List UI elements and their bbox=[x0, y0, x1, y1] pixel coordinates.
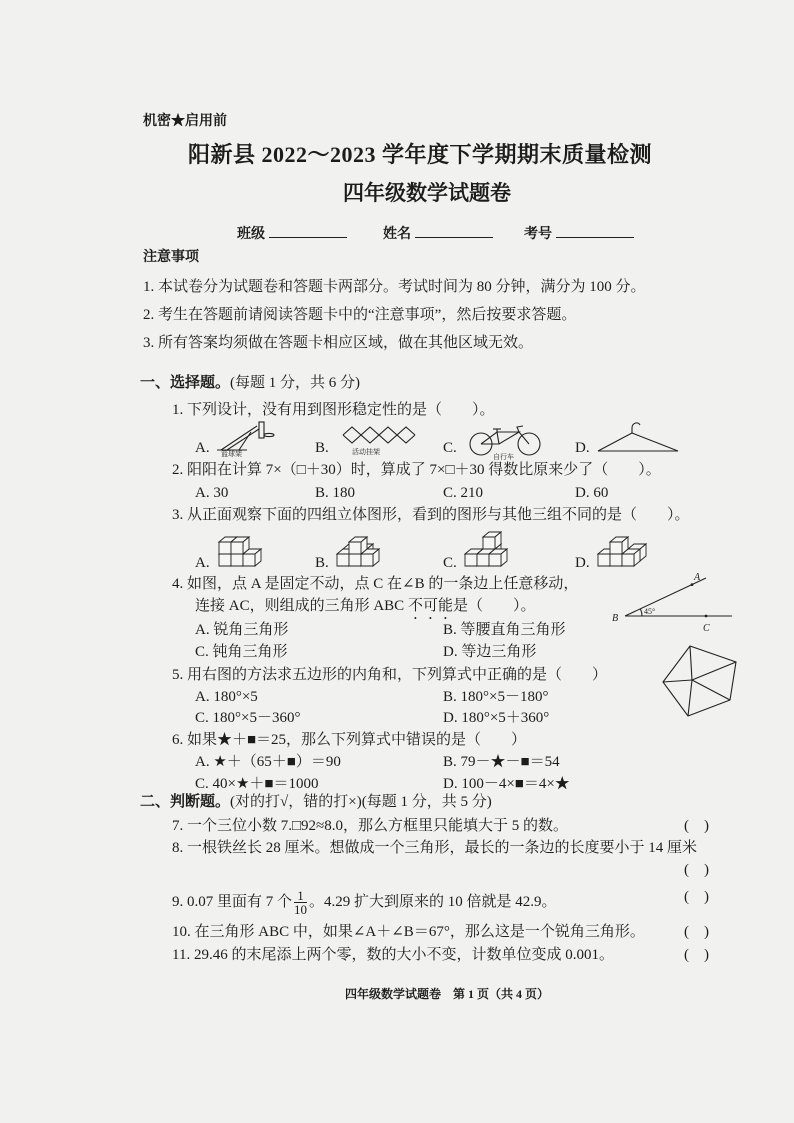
cube-front-face bbox=[231, 542, 243, 554]
q6-option-b: B. 79－★－■＝54 bbox=[443, 754, 560, 770]
option-letter: A. bbox=[195, 555, 210, 571]
question-5-stem: 5. 用右图的方法求五边形的内角和，下列算式中正确的是（ ） bbox=[172, 667, 608, 683]
fraction-numerator: 1 bbox=[294, 889, 307, 903]
q3-option-c bbox=[443, 526, 553, 571]
note-item: 3. 所有答案均须做在答题卡相应区域，做在其他区域无效。 bbox=[143, 335, 534, 351]
confidential-mark: 机密★启用前 bbox=[143, 114, 227, 129]
angle-label: 45° bbox=[644, 607, 656, 616]
cube-stack-icon bbox=[461, 528, 529, 570]
expandable-rack-icon bbox=[340, 422, 424, 458]
notes-heading: 注意事项 bbox=[143, 250, 199, 265]
q4-stem-emphasis: 不可能 bbox=[407, 598, 453, 614]
option-letter: D. bbox=[575, 440, 590, 456]
question-4-stem-line-1: 4. 如图，点 A 是固定不动，点 C 在∠B 的一条边上任意移动， bbox=[172, 576, 579, 592]
choice-heading-note: (每题 1 分，共 6 分) bbox=[230, 375, 361, 391]
option-letter: B. bbox=[315, 440, 329, 456]
q4-option-b: B. 等腰直角三角形 bbox=[443, 622, 566, 638]
judge-heading-label: 二、判断题。 bbox=[140, 794, 231, 810]
basketball-hoop-icon bbox=[213, 420, 283, 458]
question-8: 8. 一根铁丝长 28 厘米。想做成一个三角形，最长的一条边的长度要小于 14 厘米 bbox=[172, 840, 698, 856]
note-item: 1. 本试卷分为试题卷和答题卡两部分。考试时间为 80 分钟，满分为 100 分。 bbox=[143, 279, 646, 295]
question-4-stem-line-2 bbox=[195, 598, 535, 623]
hanger-body bbox=[598, 433, 678, 451]
q5-option-d: D. 180°×5＋360° bbox=[443, 710, 550, 726]
hoop-backboard bbox=[259, 422, 264, 438]
note-item: 2. 考生在答题前请阅读答题卡中的“注意事项”，然后按要求答题。 bbox=[143, 307, 577, 323]
name-blank bbox=[415, 224, 493, 238]
pentagon-diagonal bbox=[692, 680, 730, 700]
cube-stack-icon bbox=[215, 528, 283, 570]
q9-text: 9. 0.07 里面有 7 个 bbox=[172, 893, 293, 910]
judge-section-heading bbox=[140, 794, 492, 810]
cube-front-face bbox=[219, 542, 231, 554]
bicycle-handlebar bbox=[517, 426, 523, 432]
q9-text-end: 。4.29 扩大到原来的 10 倍就是 42.9。 bbox=[309, 893, 557, 910]
answer-paren: ( ) bbox=[684, 818, 709, 834]
answer-paren: ( ) bbox=[684, 862, 709, 878]
judge-heading-note: (对的打√，错的打×)(每题 1 分，共 5 分) bbox=[230, 794, 492, 810]
cube-front-face bbox=[610, 554, 622, 566]
name-field bbox=[383, 224, 493, 243]
option-caption: 活动挂架 bbox=[352, 448, 380, 456]
question-1-stem: 1. 下列设计，没有用到图形稳定性的是（ ）。 bbox=[172, 402, 495, 418]
cube bbox=[610, 537, 628, 554]
cube-front-face bbox=[483, 537, 495, 549]
choice-heading-label: 一、选择题。 bbox=[140, 375, 231, 391]
option-letter: C. bbox=[443, 555, 457, 571]
q1-option-d bbox=[575, 420, 685, 462]
exam-number-field bbox=[524, 224, 634, 243]
answer-paren: ( ) bbox=[684, 889, 709, 905]
q2-option-d: D. 60 bbox=[575, 485, 609, 501]
cube-stack-icon bbox=[333, 528, 401, 570]
q4-option-a: A. 锐角三角形 bbox=[195, 622, 289, 638]
question-7: 7. 一个三位小数 7.□92≈8.0，那么方框里只能填大于 5 的数。 bbox=[172, 818, 569, 834]
pentagon-diagonal bbox=[692, 662, 736, 680]
cube bbox=[349, 537, 367, 554]
cube-front-face bbox=[610, 542, 622, 554]
cube-front-face bbox=[477, 554, 489, 566]
q2-option-a: A. 30 bbox=[195, 485, 229, 501]
rack-bottom-zigzag bbox=[343, 435, 415, 443]
cube bbox=[483, 532, 501, 549]
question-3-stem: 3. 从正面观察下面的四组立体图形，看到的图形与其他三组不同的是（ ）。 bbox=[172, 507, 690, 523]
q5-option-c: C. 180°×5－360° bbox=[195, 710, 301, 726]
cube-front-face bbox=[622, 554, 634, 566]
answer-paren: ( ) bbox=[684, 947, 709, 963]
class-blank bbox=[269, 224, 347, 238]
option-letter: A. bbox=[195, 440, 210, 456]
cube-front-face bbox=[243, 554, 255, 566]
q4-option-c: C. 钝角三角形 bbox=[195, 644, 288, 660]
point-a bbox=[691, 583, 694, 586]
question-10: 10. 在三角形 ABC 中，如果∠A＋∠B＝67°，那么这是一个锐角三角形。 bbox=[172, 924, 645, 940]
point-b-label: B bbox=[612, 613, 619, 624]
q4-option-d: D. 等边三角形 bbox=[443, 644, 537, 660]
q2-option-c: C. 210 bbox=[443, 485, 484, 501]
cube-front-face bbox=[598, 554, 610, 566]
cube-front-face bbox=[465, 554, 477, 566]
pentagon-diagonal bbox=[688, 680, 692, 716]
point-a-label: A bbox=[694, 572, 701, 583]
exam-subtitle: 四年级数学试题卷 bbox=[343, 181, 511, 205]
hoop-pole-back bbox=[227, 429, 259, 450]
angle-diagram-icon bbox=[608, 572, 736, 636]
q6-option-c: C. 40×★＋■＝1000 bbox=[195, 776, 319, 792]
question-11: 11. 29.46 的末尾添上两个零，数的大小不变，计数单位变成 0.001。 bbox=[172, 947, 614, 963]
hanger-hook bbox=[632, 423, 640, 433]
answer-paren: ( ) bbox=[684, 924, 709, 940]
exam-number-label: 考号 bbox=[524, 227, 552, 242]
question-6-stem: 6. 如果★＋■＝25，那么下列算式中错误的是（ ） bbox=[172, 732, 527, 748]
question-2-stem: 2. 阳阳在计算 7×（□＋30）时，算成了 7×□＋30 得数比原来少了（ ）。 bbox=[172, 462, 661, 478]
choice-section-heading bbox=[140, 375, 360, 391]
question-9 bbox=[172, 889, 557, 916]
q3-option-d bbox=[575, 526, 685, 571]
bicycle-icon bbox=[463, 424, 551, 460]
pentagon-diagonal bbox=[663, 680, 692, 682]
rack-top-zigzag bbox=[343, 427, 415, 435]
q4-stem-text: 连接 AC，则组成的三角形 ABC bbox=[195, 598, 408, 614]
option-letter: D. bbox=[575, 555, 590, 571]
q5-option-a: A. 180°×5 bbox=[195, 689, 258, 705]
option-letter: B. bbox=[315, 555, 329, 571]
class-label: 班级 bbox=[237, 227, 265, 242]
cube-stack-icon bbox=[594, 528, 662, 570]
q1-option-a bbox=[195, 420, 305, 462]
cube-front-face bbox=[337, 554, 349, 566]
fraction bbox=[294, 889, 307, 916]
name-label: 姓名 bbox=[383, 227, 411, 242]
q6-option-a: A. ★＋（65＋■）＝90 bbox=[195, 754, 341, 770]
q3-option-b bbox=[315, 526, 425, 571]
cube bbox=[231, 537, 249, 554]
cube-front-face bbox=[231, 554, 243, 566]
exam-title: 阳新县 2022～2023 学年度下学期期末质量检测 bbox=[188, 142, 653, 167]
hoop-ring bbox=[264, 433, 274, 436]
q1-option-b bbox=[315, 420, 425, 462]
cube-front-face bbox=[489, 554, 501, 566]
bicycle-frame bbox=[481, 432, 519, 444]
class-field bbox=[237, 224, 347, 243]
cube-front-face bbox=[219, 554, 231, 566]
q4-stem-text-end: 是（ ）。 bbox=[452, 598, 536, 614]
option-caption: 自行车 bbox=[493, 453, 514, 461]
q5-option-b: B. 180°×5－180° bbox=[443, 689, 549, 705]
fraction-denominator: 10 bbox=[294, 902, 308, 917]
cube-front-face bbox=[349, 542, 361, 554]
point-c-label: C bbox=[703, 623, 710, 634]
q6-option-d: D. 100－4×■＝4×★ bbox=[443, 776, 570, 792]
point-c bbox=[705, 615, 708, 618]
clothes-hanger-icon bbox=[594, 420, 682, 458]
q3-option-a bbox=[195, 526, 305, 571]
q2-option-b: B. 180 bbox=[315, 485, 356, 501]
pentagon-diagonal bbox=[690, 646, 692, 680]
option-caption: 篮球架 bbox=[221, 450, 242, 458]
cube-front-face bbox=[361, 554, 373, 566]
q1-option-c bbox=[443, 420, 553, 462]
bicycle-seat-tube bbox=[497, 432, 499, 444]
exam-number-blank bbox=[556, 224, 634, 238]
cube-front-face bbox=[349, 554, 361, 566]
angle-arc bbox=[640, 609, 642, 616]
page-footer: 四年级数学试题卷 第 1 页（共 4 页） bbox=[345, 987, 550, 1001]
pentagon-diagram-icon bbox=[658, 640, 744, 722]
cube bbox=[489, 549, 507, 566]
ray-ba bbox=[625, 578, 706, 616]
option-letter: C. bbox=[443, 440, 457, 456]
hoop-pole bbox=[221, 426, 257, 450]
